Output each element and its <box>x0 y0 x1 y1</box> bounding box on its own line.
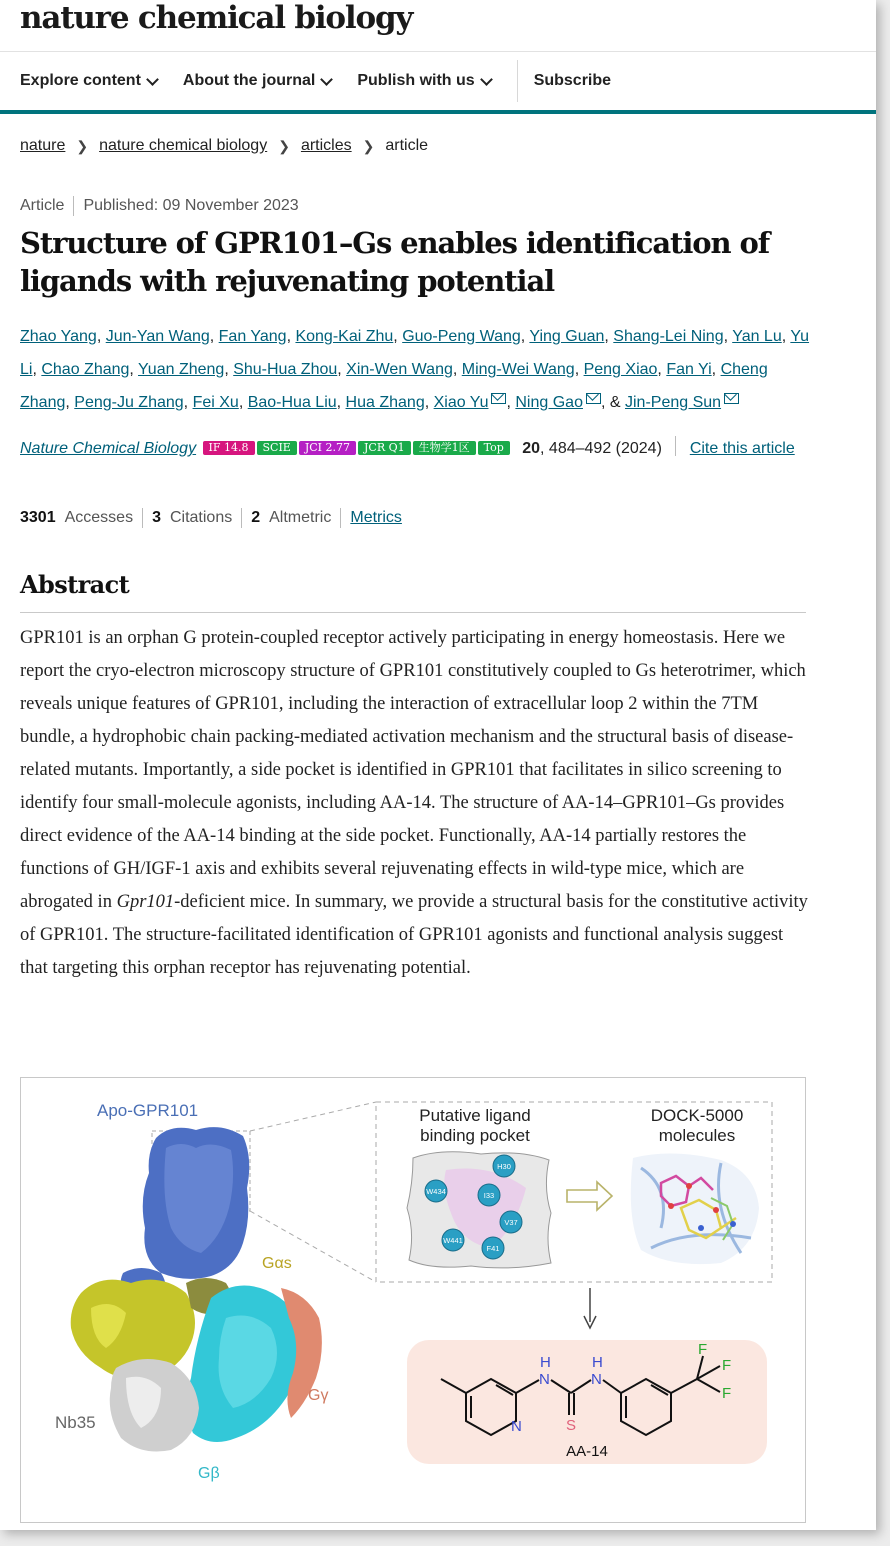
nav-publish[interactable] <box>357 72 490 90</box>
nav-accent-bar <box>0 110 876 114</box>
g-gamma-label: Gγ <box>308 1387 329 1404</box>
docked-molecules-image <box>631 1153 759 1264</box>
author-link[interactable]: Shang-Lei Ning <box>613 328 724 345</box>
author-link[interactable]: Xin-Wen Wang <box>346 361 453 378</box>
graphical-abstract-figure[interactable] <box>20 1077 806 1523</box>
author-link[interactable]: Ying Guan <box>529 328 605 345</box>
main-nav <box>20 52 637 110</box>
nav-explore-content[interactable] <box>20 72 157 90</box>
author-link[interactable]: Fei Xu <box>192 394 239 411</box>
author-link[interactable]: Jin-Peng Sun <box>624 394 722 411</box>
nav-label: Explore content <box>20 72 141 89</box>
volume: 20 <box>522 440 541 457</box>
gpr101-density <box>120 1127 249 1306</box>
g-beta-label: Gβ <box>198 1465 220 1482</box>
atom-label: F <box>722 1385 732 1402</box>
journal-badge: SCIE <box>257 441 297 455</box>
author-link[interactable]: Bao-Hua Liu <box>247 394 337 411</box>
journal-badge: 生物学1区 <box>413 441 476 455</box>
email-icon[interactable] <box>724 393 739 404</box>
chevron-right-icon: ❯ <box>362 137 375 154</box>
atom-label: N <box>539 1371 550 1388</box>
dock-title-line1: DOCK-5000 <box>650 1106 744 1125</box>
author-link[interactable]: Zhao Yang <box>20 328 97 345</box>
journal-badge: JCR Q1 <box>358 441 411 455</box>
citation-line <box>20 434 810 464</box>
email-icon[interactable] <box>491 393 506 404</box>
residue-label: W441 <box>443 1236 463 1245</box>
zoom-line-top <box>250 1102 376 1131</box>
author-link[interactable]: Yan Lu <box>732 328 782 345</box>
nav-label: About the journal <box>182 72 316 89</box>
article-type: Article <box>20 197 65 214</box>
article-metrics <box>20 508 402 528</box>
atom-label: F <box>722 1357 732 1374</box>
atom-label: S <box>566 1417 577 1434</box>
atom-label: H <box>592 1354 603 1371</box>
author-link[interactable]: Ming-Wei Wang <box>461 361 575 378</box>
author-link[interactable]: Cheng Zhang <box>20 361 768 411</box>
citation-divider <box>675 436 676 456</box>
pocket-title-line2: binding pocket <box>420 1126 530 1145</box>
metrics-divider <box>241 508 242 528</box>
residue-label: I33 <box>483 1191 495 1200</box>
author-list: Zhao Yang, Jun-Yan Wang, Fan Yang, Kong-Kai Zhu, Guo-Peng Wang, Ying Guan, Shang-Lei Ning, Yan Lu, Yu Li, Chao Zhang, Yuan Zheng, Shu-Hua Zhou, Xin-Wen Wang, Ming-Wei Wang, Peng Xiao, Fan Yi, Cheng Zhang, Peng-Ju Zhang, Fei Xu, Bao-Hua Liu, Hua Zhang, Xiao Yu , Ning Gao , & Jin-Peng Sun <box>20 328 810 411</box>
meta-divider <box>73 196 74 216</box>
published-date: Published: 09 November 2023 <box>83 197 299 214</box>
breadcrumb-articles[interactable]: articles <box>300 137 352 154</box>
abstract-gene-name: Gpr101 <box>116 892 175 912</box>
dock-title-line2: molecules <box>658 1126 736 1145</box>
chevron-right-icon: ❯ <box>278 137 290 154</box>
citations-count: 3 <box>152 509 161 526</box>
journal-logo[interactable]: nature chemical biology <box>20 0 413 36</box>
author-link[interactable]: Yu Li <box>20 328 810 378</box>
article-meta <box>20 196 299 216</box>
abstract-part-2: -deficient mice. In summary, we provide a structural basis for the constitutive activity of GPR101. The structure-facilitated identification of GPR101 agonists and functional analysis suggest that targeting this orphan receptor has rejuvenating potential. <box>20 892 808 978</box>
residue-label: V37 <box>504 1218 518 1227</box>
journal-badge: JCI 2.77 <box>299 441 356 455</box>
compound-name: AA-14 <box>566 1443 608 1460</box>
author-link[interactable]: Xiao Yu <box>433 394 489 411</box>
pocket-title-line1: Putative ligand <box>419 1106 531 1125</box>
breadcrumb <box>20 137 428 155</box>
metrics-link[interactable]: Metrics <box>350 509 402 526</box>
abstract-heading: Abstract <box>20 570 130 599</box>
residue-label: F41 <box>486 1244 500 1253</box>
author-link[interactable]: Yuan Zheng <box>138 361 225 378</box>
abstract-part-1: GPR101 is an orphan G protein-coupled receptor actively participating in energy homeostasis. Here we report the cryo-electron microscopy structure of GPR101 constitutively coupled to Gs heterotrimer, which reveals unique features of GPR101, including the interaction of extracellular loop 2 within the 7TM bundle, a hydrophobic chain packing-mediated activation mechanism and the structural basis of disease-related mutants. Importantly, a side pocket is identified in GPR101 that facilitates in silico screening to identify four small-molecule agonists, including AA-14. The structure of AA-14–GPR101–Gs provides direct evidence of the AA-14 binding at the side pocket. Functionally, AA-14 partially restores the functions of GH/IGF-1 axis and exhibits several rejuvenating effects in wild-type mice, which are abrogated in <box>20 628 806 912</box>
atom-label: H <box>540 1354 551 1371</box>
metrics-divider <box>142 508 143 528</box>
altmetric-label: Altmetric <box>269 509 332 526</box>
nav-label: Publish with us <box>357 72 475 89</box>
journal-badge: IF 14.8 <box>203 441 255 455</box>
author-link[interactable]: Guo-Peng Wang <box>402 328 521 345</box>
g-alpha-label: Gαs <box>262 1255 292 1272</box>
article-title: Structure of GPR101–Gs enables identification of ligands with rejuvenating potential <box>20 226 770 298</box>
metrics-divider <box>340 508 341 528</box>
author-link[interactable]: Jun-Yan Wang <box>105 328 210 345</box>
author-link[interactable]: Shu-Hua Zhou <box>233 361 338 378</box>
author-link[interactable]: Ning Gao <box>515 394 583 411</box>
nb35-density <box>110 1359 199 1452</box>
cite-this-article-link[interactable]: Cite this article <box>689 440 795 457</box>
chevron-right-icon: ❯ <box>76 137 89 154</box>
breadcrumb-current: article <box>385 137 429 154</box>
residue-label: W434 <box>426 1187 446 1196</box>
nb35-label: Nb35 <box>55 1413 96 1432</box>
author-link[interactable]: Hua Zhang <box>345 394 425 411</box>
atom-label: N <box>591 1371 602 1388</box>
abstract-divider <box>20 612 806 613</box>
authors-and: & <box>609 394 621 411</box>
altmetric-count: 2 <box>251 509 261 526</box>
apo-gpr101-label: Apo-GPR101 <box>97 1101 199 1120</box>
figure-graphic <box>21 1078 805 1522</box>
journal-name-link[interactable]: Nature Chemical Biology <box>20 440 197 457</box>
author-link[interactable]: Kong-Kai Zhu <box>295 328 394 345</box>
author-link[interactable]: Peng Xiao <box>583 361 658 378</box>
atom-label: F <box>698 1341 708 1358</box>
author-link[interactable]: Fan Yang <box>218 328 287 345</box>
journal-badges <box>201 440 510 457</box>
residue-label: H30 <box>497 1162 511 1171</box>
atom-label: N <box>511 1418 522 1435</box>
author-link[interactable]: Peng-Ju Zhang <box>74 394 184 411</box>
chevron-down-icon <box>146 73 159 86</box>
abstract-text <box>20 622 815 985</box>
subscribe-link[interactable]: Subscribe <box>533 72 612 89</box>
breadcrumb-nature[interactable]: nature <box>20 137 66 154</box>
right-arrow-icon <box>567 1182 612 1210</box>
nav-about-journal[interactable] <box>183 72 331 90</box>
chevron-down-icon <box>480 73 493 86</box>
nav-divider <box>517 60 518 102</box>
author-link[interactable]: Chao Zhang <box>41 361 130 378</box>
accesses-label: Accesses <box>64 509 134 526</box>
citations-label: Citations <box>169 509 233 526</box>
accesses-count: 3301 <box>20 509 56 526</box>
journal-badge: Top <box>478 441 510 455</box>
chevron-down-icon <box>320 73 333 86</box>
email-icon[interactable] <box>586 393 601 404</box>
breadcrumb-journal[interactable]: nature chemical biology <box>99 137 268 154</box>
pages-year: , 484–492 (2024) <box>540 440 662 457</box>
author-link[interactable]: Fan Yi <box>666 361 712 378</box>
